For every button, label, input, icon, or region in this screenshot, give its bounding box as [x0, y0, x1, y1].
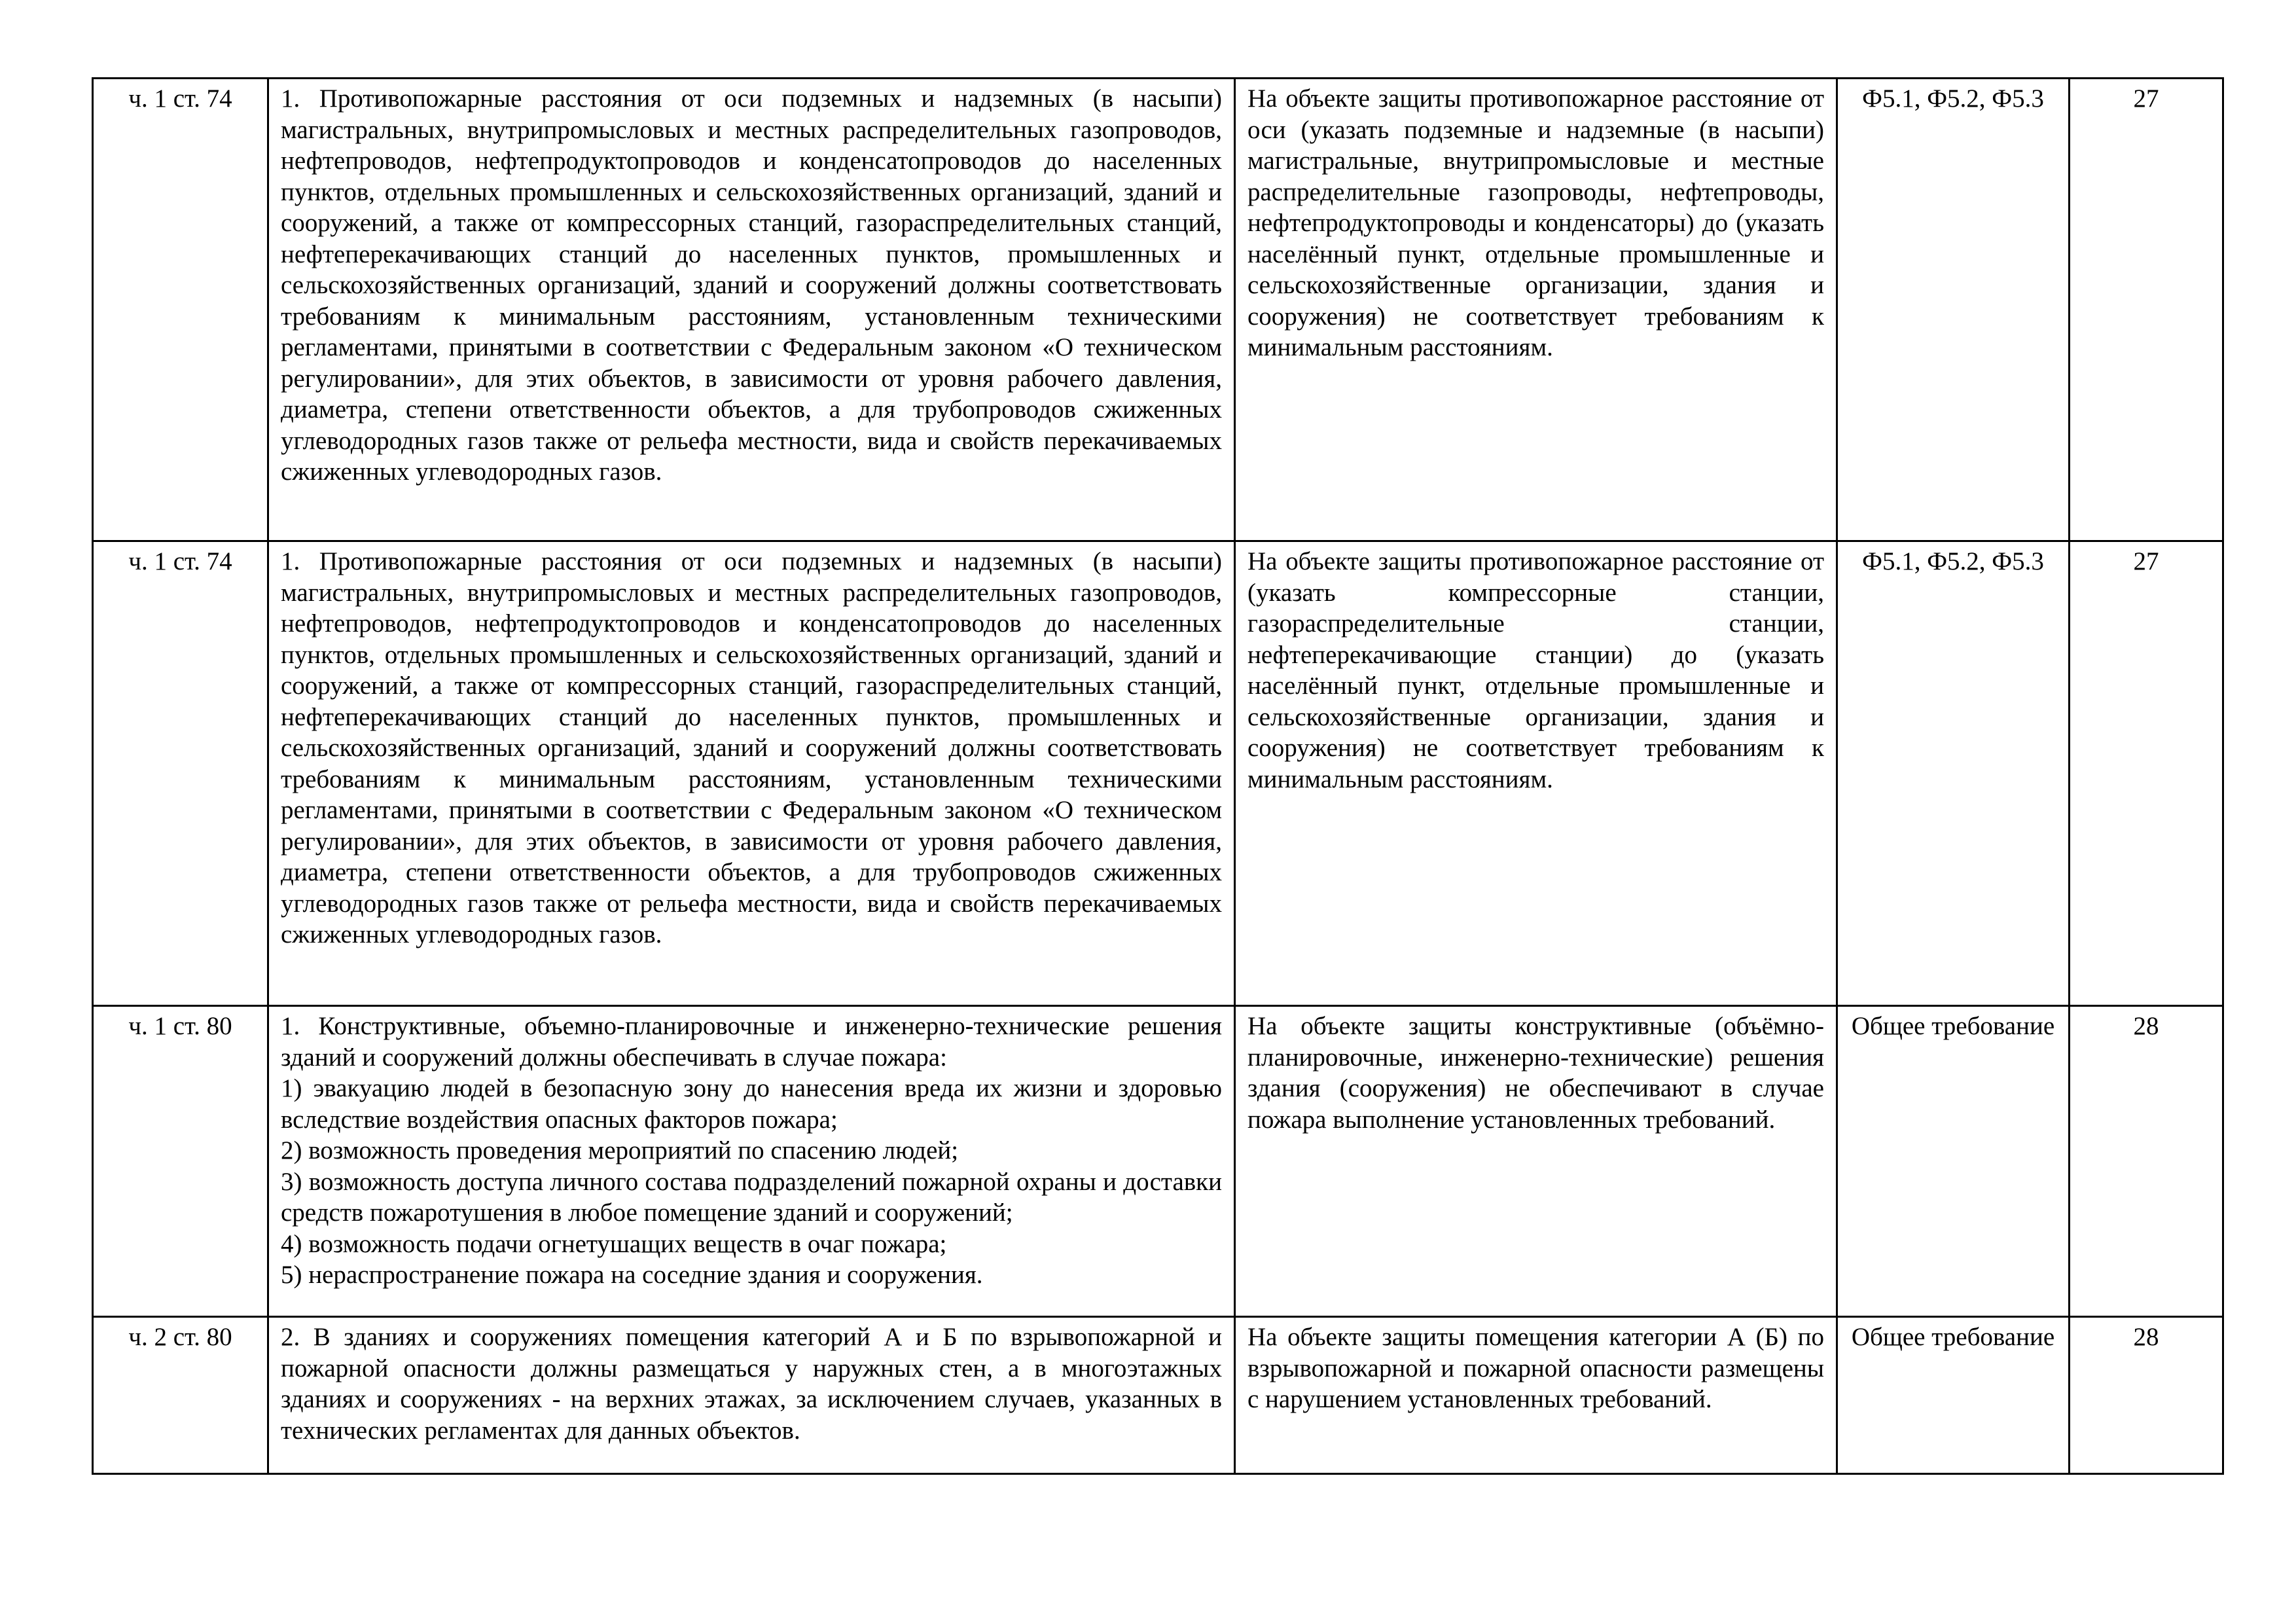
table-row: [93, 1006, 2223, 1317]
requirement-line: 3) возможность доступа личного состава подразделений пожарной охраны и доставки средств пожаротушения в любое помещение зданий и сооружений;: [281, 1167, 1222, 1227]
page-number: 27: [2070, 79, 2223, 541]
requirement-line: 2) возможность проведения мероприятий по спасению людей;: [281, 1136, 959, 1164]
class-codes: Общее требование: [1837, 1006, 2070, 1317]
article-ref: ч. 1 ст. 80: [93, 1006, 268, 1317]
violation-text: На объекте защиты противопожарное расстояние от оси (указать подземные и надземные (в насыпи) магистральные, внутрипромысловые и местные распределительные газопроводы, нефтепроводы, нефтепродуктопроводы и конденсаторы) до (указать населённый пункт, отдельные промышленные и сельскохозяйственные организации, здания и сооружения) не соответствует требованиям к минимальным расстояниям.: [1235, 79, 1837, 541]
article-ref: ч. 1 ст. 74: [93, 541, 268, 1006]
table-row: [93, 1317, 2223, 1474]
requirement-text: 2. В зданиях и сооружениях помещения категорий А и Б по взрывопожарной и пожарной опасности должны размещаться у наружных стен, а в многоэтажных зданиях и сооружениях - на верхних этажах, за исключением случаев, указанных в технических регламентах для данных объектов.: [268, 1317, 1235, 1474]
violation-text: На объекте защиты помещения категории А (Б) по взрывопожарной и пожарной опасности размещены с нарушением установленных требований.: [1235, 1317, 1837, 1474]
requirement-line: 4) возможность подачи огнетушащих веществ в очаг пожара;: [281, 1229, 947, 1258]
table-row: [93, 541, 2223, 1006]
requirement-line: 1) эвакуацию людей в безопасную зону до нанесения вреда их жизни и здоровью вследствие воздействия опасных факторов пожара;: [281, 1074, 1222, 1134]
requirements-table: [92, 77, 2224, 1475]
article-ref: ч. 2 ст. 80: [93, 1317, 268, 1474]
article-ref: ч. 1 ст. 74: [93, 79, 268, 541]
requirement-text: 1. Противопожарные расстояния от оси подземных и надземных (в насыпи) магистральных, внутрипромысловых и местных распределительных газопроводов, нефтепроводов, нефтепродуктопроводов и конденсатопроводов до населенных пунктов, отдельных промышленных и сельскохозяйственных организаций, зданий и сооружений, а также от компрессорных станций, газораспределительных станций, нефтеперекачивающих станций до населенных пунктов, промышленных и сельскохозяйственных организаций, зданий и сооружений должны соответствовать требованиям к минимальным расстояниям, установленным техническими регламентами, принятыми в соответствии с Федеральным законом «О техническом регулировании», для этих объектов, в зависимости от уровня рабочего давления, диаметра, степени ответственности объектов, а для трубопроводов сжиженных углеводородных газов также от рельефа местности, вида и свойств перекачиваемых сжиженных углеводородных газов.: [268, 541, 1235, 1006]
table-row: [93, 79, 2223, 541]
violation-text: На объекте защиты противопожарное расстояние от (указать компрессорные станции, газораспределительные станции, нефтеперекачивающие станции) до (указать населённый пункт, отдельные промышленные и сельскохозяйственные организации, здания и сооружения) не соответствует требованиям к минимальным расстояниям.: [1235, 541, 1837, 1006]
page-number: 27: [2070, 541, 2223, 1006]
page-number: 28: [2070, 1006, 2223, 1317]
requirement-text: 1. Противопожарные расстояния от оси подземных и надземных (в насыпи) магистральных, внутрипромысловых и местных распределительных газопроводов, нефтепроводов, нефтепродуктопроводов и конденсатопроводов до населенных пунктов, отдельных промышленных и сельскохозяйственных организаций, зданий и сооружений, а также от компрессорных станций, газораспределительных станций, нефтеперекачивающих станций до населенных пунктов, промышленных и сельскохозяйственных организаций, зданий и сооружений должны соответствовать требованиям к минимальным расстояниям, установленным техническими регламентами, принятыми в соответствии с Федеральным законом «О техническом регулировании», для этих объектов, в зависимости от уровня рабочего давления, диаметра, степени ответственности объектов, а для трубопроводов сжиженных углеводородных газов также от рельефа местности, вида и свойств перекачиваемых сжиженных углеводородных газов.: [268, 79, 1235, 541]
requirement-line: 1. Конструктивные, объемно-планировочные и инженерно-технические решения зданий и сооружений должны обеспечивать в случае пожара:: [281, 1012, 1222, 1072]
class-codes: Общее требование: [1837, 1317, 2070, 1474]
violation-text: На объекте защиты конструктивные (объёмно-планировочные, инженерно-технические) решения здания (сооружения) не обеспечивают в случае пожара выполнение установленных требований.: [1235, 1006, 1837, 1317]
requirement-list: [268, 1006, 1235, 1317]
page-number: 28: [2070, 1317, 2223, 1474]
requirement-line: 5) нераспространение пожара на соседние здания и сооружения.: [281, 1261, 983, 1289]
class-codes: Ф5.1, Ф5.2, Ф5.3: [1837, 541, 2070, 1006]
class-codes: Ф5.1, Ф5.2, Ф5.3: [1837, 79, 2070, 541]
